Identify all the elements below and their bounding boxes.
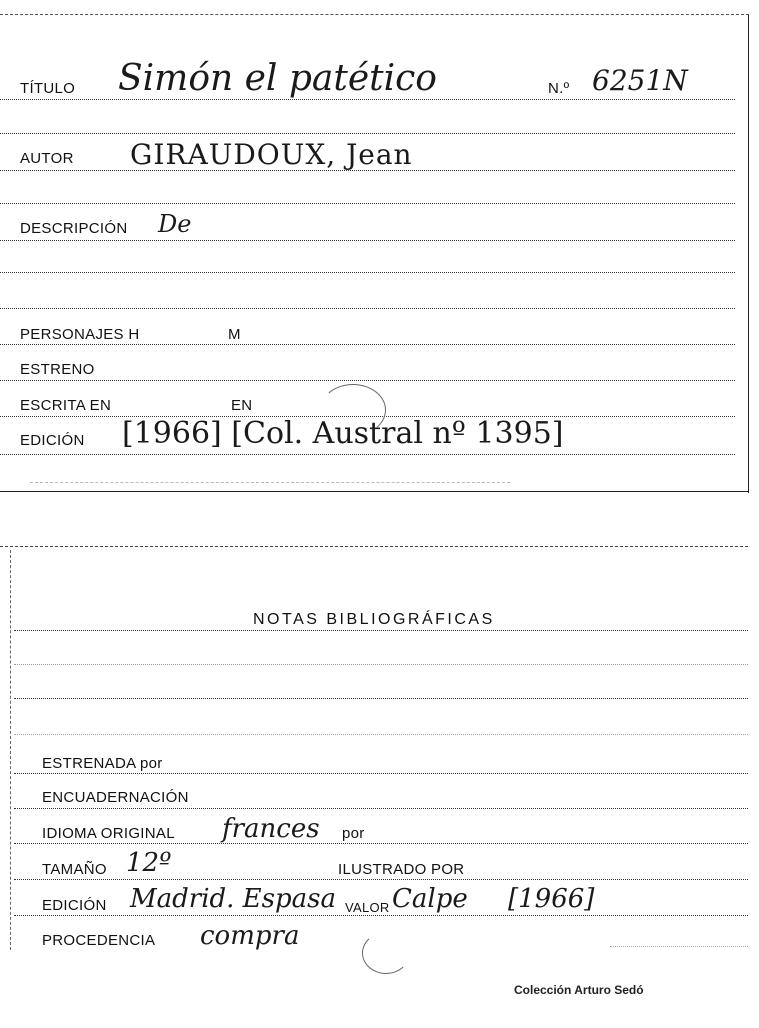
descripcion-value: De [158,210,192,238]
escrita-en-label: ESCRITA EN [20,397,112,414]
descripcion-line [0,240,735,241]
back-stamp-mark [362,932,410,974]
encuadernacion-line [14,808,748,809]
titulo-label: TÍTULO [20,80,76,97]
notas-line [14,630,748,631]
ilustrado-label: ILUSTRADO POR [338,861,465,878]
blank-line-1 [0,133,735,134]
notas-blank-3 [14,734,748,735]
idioma-line [14,843,748,844]
escrita-en2-label: EN [231,397,253,414]
tamano-line [14,879,748,880]
edicion-line [0,454,735,455]
procedencia-line [610,946,748,947]
tamano-value: 12º [126,848,172,878]
titulo-line [0,99,735,100]
back-edicion-line [14,915,748,916]
blank-line-2 [0,203,735,204]
card-back-left-edge [10,550,11,950]
estreno-label: ESTRENO [20,361,95,378]
back-edicion-year: [1966] [508,884,595,914]
edicion-label: EDICIÓN [20,432,85,449]
encuadernacion-label: ENCUADERNACIÓN [42,789,189,806]
autor-value: GIRAUDOUX, Jean [130,138,413,171]
numero-label: N.º [548,80,570,97]
estrenada-line [14,773,748,774]
idioma-value: frances [222,814,320,844]
notas-heading: NOTAS BIBLIOGRÁFICAS [253,611,495,628]
personajes-m-label: M [228,326,241,343]
notas-blank-1 [14,664,748,665]
blank-line-4 [0,308,735,309]
card-front-bottom-border [0,491,748,492]
back-edicion-value-2: Calpe [392,884,468,914]
back-edicion-label: EDICIÓN [42,897,107,914]
personajes-label: PERSONAJES H [20,326,140,343]
procedencia-value: compra [200,921,300,951]
estreno-line [0,380,735,381]
procedencia-label: PROCEDENCIA [42,932,156,949]
autor-line [0,170,735,171]
descripcion-label: DESCRIPCIÓN [20,220,128,237]
personajes-line [0,344,735,345]
idioma-por-label: por [342,825,365,842]
tamano-label: TAMAÑO [42,861,107,878]
titulo-value: Simón el patético [118,58,437,99]
autor-label: AUTOR [20,150,74,167]
back-edicion-value-1: Madrid. Espasa [130,884,336,914]
blank-line-5 [30,482,510,483]
estrenada-label: ESTRENADA por [42,755,163,772]
edicion-value: [1966] [Col. Austral nº 1395] [122,416,564,451]
notas-blank-2 [14,698,748,699]
blank-line-3 [0,272,735,273]
collection-credit: Colección Arturo Sedó [514,983,644,997]
idioma-label: IDIOMA ORIGINAL [42,825,175,842]
valor-label: VALOR [345,900,390,915]
numero-value: 6251N [592,64,688,97]
